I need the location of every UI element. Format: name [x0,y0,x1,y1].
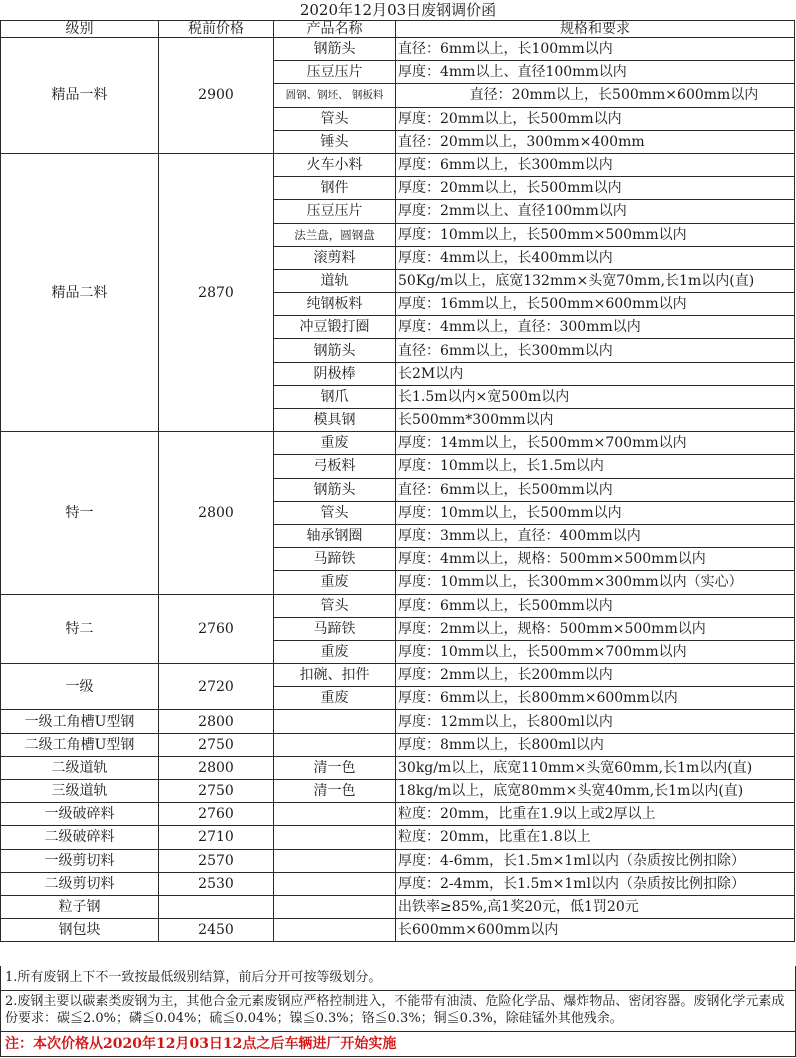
spec-cell: 出铁率≥85%,高1奖20元，低1罚20元 [396,895,795,918]
table-row [1,919,795,942]
product-cell: 重废 [274,687,396,710]
product-cell: 管头 [274,107,396,130]
price-cell: 2760 [159,594,274,664]
product-cell: 清一色 [274,756,396,779]
product-cell: 弓板料 [274,455,396,478]
product-cell: 压豆压片 [274,61,396,84]
grade-cell: 三级道轨 [1,780,159,803]
spec-cell: 厚度：10mm以上，长500mm以内 [396,501,795,524]
price-cell: 2720 [159,664,274,710]
table-row [1,594,795,617]
table-row [1,849,795,872]
table-row [1,780,795,803]
header-grade: 级别 [1,21,159,38]
grade-cell: 一级 [1,664,159,710]
grade-cell: 二级破碎料 [1,826,159,849]
spec-cell: 厚度：10mm以上，长300mm×300mm以内（实心） [396,571,795,594]
header-product: 产品名称 [274,21,396,38]
spec-cell: 厚度：3mm以上，直径：400mm以内 [396,524,795,547]
spec-cell: 厚度：10mm以上，长500mm×500mm以内 [396,223,795,246]
product-cell: 清一色 [274,780,396,803]
header-row [1,21,795,38]
grade-cell: 二级工角槽U型钢 [1,733,159,756]
spec-cell: 厚度：16mm以上，长500mm×600mm以内 [396,293,795,316]
spec-cell: 厚度：20mm以上，长500mm以内 [396,177,795,200]
spec-cell: 厚度：2-4mm，长1.5m×1ml以内（杂质按比例扣除） [396,872,795,895]
product-cell [274,826,396,849]
product-cell: 扣碗、扣件 [274,664,396,687]
spec-cell: 厚度：10mm以上，长1.5m以内 [396,455,795,478]
price-cell: 2800 [159,710,274,733]
product-cell [274,872,396,895]
product-cell: 重废 [274,571,396,594]
price-cell: 2870 [159,153,274,431]
spec-cell: 50Kg/m以上，底宽132mm×头宽70mm,长1m以内(直) [396,269,795,292]
price-table [0,20,795,942]
product-cell: 锤头 [274,130,396,153]
spec-cell: 厚度：4mm以上，规格：500mm×500mm以内 [396,548,795,571]
spec-cell: 厚度：12mm以上，长800ml以内 [396,710,795,733]
table-row [1,153,795,176]
table-row [1,432,795,455]
price-cell: 2530 [159,872,274,895]
price-cell [159,895,274,918]
price-cell: 2750 [159,780,274,803]
spec-cell: 长2M以内 [396,362,795,385]
grade-cell: 精品二料 [1,153,159,431]
spec-cell: 厚度：20mm以上，长500mm以内 [396,107,795,130]
notes-section [0,966,796,1057]
note-2: 2.废钢主要以碳素类废钢为主，其他合金元素废钢应严格控制进入，不能带有油渍、危险化学品、爆炸物品、密闭容器。废钢化学元素成份要求：碳≦2.0%；磷≦0.04%；硫≦0.04%；镍≦0.3%；铬≦0.3%；铜≦0.3%，除硅锰外其他残余。 [1,991,795,1032]
table-row [1,733,795,756]
product-cell: 道轨 [274,269,396,292]
product-cell: 阴极棒 [274,362,396,385]
price-cell: 2800 [159,432,274,594]
grade-cell: 二级道轨 [1,756,159,779]
grade-cell: 一级破碎料 [1,803,159,826]
grade-cell: 一级剪切料 [1,849,159,872]
grade-cell: 一级工角槽U型钢 [1,710,159,733]
product-cell: 圆钢、钢坯、 钢板料 [274,84,396,107]
product-cell: 轴承钢圈 [274,524,396,547]
spec-cell: 厚度：2mm以上，长200mm以内 [396,664,795,687]
spec-cell: 厚度：6mm以上，长300mm以内 [396,153,795,176]
product-cell: 钢爪 [274,385,396,408]
product-cell [274,803,396,826]
product-cell: 钢筋头 [274,478,396,501]
header-price: 税前价格 [159,21,274,38]
spec-cell: 厚度：2mm以上，规格：500mm×500mm以内 [396,617,795,640]
table-row [1,895,795,918]
product-cell: 压豆压片 [274,200,396,223]
product-cell: 马蹄铁 [274,617,396,640]
price-cell: 2800 [159,756,274,779]
grade-cell: 钢包块 [1,919,159,942]
product-cell: 火车小料 [274,153,396,176]
product-cell: 管头 [274,594,396,617]
header-spec: 规格和要求 [396,21,795,38]
product-cell [274,895,396,918]
product-cell [274,919,396,942]
price-cell: 2570 [159,849,274,872]
product-cell: 模具钢 [274,409,396,432]
spec-cell: 长500mm*300mm以内 [396,409,795,432]
table-row [1,756,795,779]
spec-cell: 直径：20mm以上，长500mm×600mm以内 [396,84,795,107]
spec-cell: 厚度：4mm以上，直径：300mm以内 [396,316,795,339]
product-cell: 滚剪料 [274,246,396,269]
note-1: 1.所有废钢上下不一致按最低级别结算，前后分开可按等级划分。 [1,966,795,991]
price-cell: 2750 [159,733,274,756]
price-cell: 2760 [159,803,274,826]
price-cell: 2710 [159,826,274,849]
product-cell: 冲豆锻打圈 [274,316,396,339]
grade-cell: 粒子钢 [1,895,159,918]
product-cell: 钢筋头 [274,339,396,362]
spec-cell: 直径：6mm以上，长500mm以内 [396,478,795,501]
spec-cell: 长600mm×600mm以内 [396,919,795,942]
spec-cell: 厚度：4mm以上，长400mm以内 [396,246,795,269]
spec-cell: 粒度：20mm，比重在1.9以上或2厚以上 [396,803,795,826]
spec-cell: 30kg/m以上，底宽110mm×头宽60mm,长1m以内(直) [396,756,795,779]
product-cell [274,710,396,733]
note-3-effective-date: 注：本次价格从2020年12月03日12点之后车辆进厂开始实施 [5,1036,397,1052]
grade-cell: 二级剪切料 [1,872,159,895]
product-cell [274,733,396,756]
price-cell: 2450 [159,919,274,942]
spec-cell: 长1.5m以内×宽500m以内 [396,385,795,408]
spec-cell: 厚度：6mm以上，长500mm以内 [396,594,795,617]
table-row [1,872,795,895]
page-title: 2020年12月03日废钢调价函 [299,1,497,19]
product-cell: 重废 [274,640,396,663]
product-cell: 纯钢板料 [274,293,396,316]
table-row [1,826,795,849]
spec-cell: 厚度：6mm以上，长800mm×600mm以内 [396,687,795,710]
table-row [1,710,795,733]
spec-cell: 厚度：4-6mm，长1.5m×1ml以内（杂质按比例扣除） [396,849,795,872]
table-row [1,664,795,687]
spec-cell: 18kg/m以上，底宽80mm×头宽40mm,长1m以内(直) [396,780,795,803]
product-cell: 管头 [274,501,396,524]
spec-cell: 粒度：20mm，比重在1.8以上 [396,826,795,849]
product-cell: 法兰盘，圆钢盘 [274,223,396,246]
product-cell [274,849,396,872]
grade-cell: 特一 [1,432,159,594]
table-row [1,38,795,61]
product-cell: 钢件 [274,177,396,200]
spec-cell: 厚度：4mm以上、直径100mm以内 [396,61,795,84]
spec-cell: 直径：6mm以上，长100mm以内 [396,38,795,61]
price-cell: 2900 [159,38,274,154]
spec-cell: 厚度：14mm以上，长500mm×700mm以内 [396,432,795,455]
product-cell: 钢筋头 [274,38,396,61]
product-cell: 重废 [274,432,396,455]
product-cell: 马蹄铁 [274,548,396,571]
spec-cell: 厚度：8mm以上，长800ml以内 [396,733,795,756]
spec-cell: 厚度：10mm以上，长500mm×700mm以内 [396,640,795,663]
table-row [1,803,795,826]
spec-cell: 直径：20mm以上，300mm×400mm [396,130,795,153]
spec-cell: 厚度：2mm以上、直径100mm以内 [396,200,795,223]
grade-cell: 特二 [1,594,159,664]
grade-cell: 精品一料 [1,38,159,154]
spec-cell: 直径：6mm以上，长300mm以内 [396,339,795,362]
